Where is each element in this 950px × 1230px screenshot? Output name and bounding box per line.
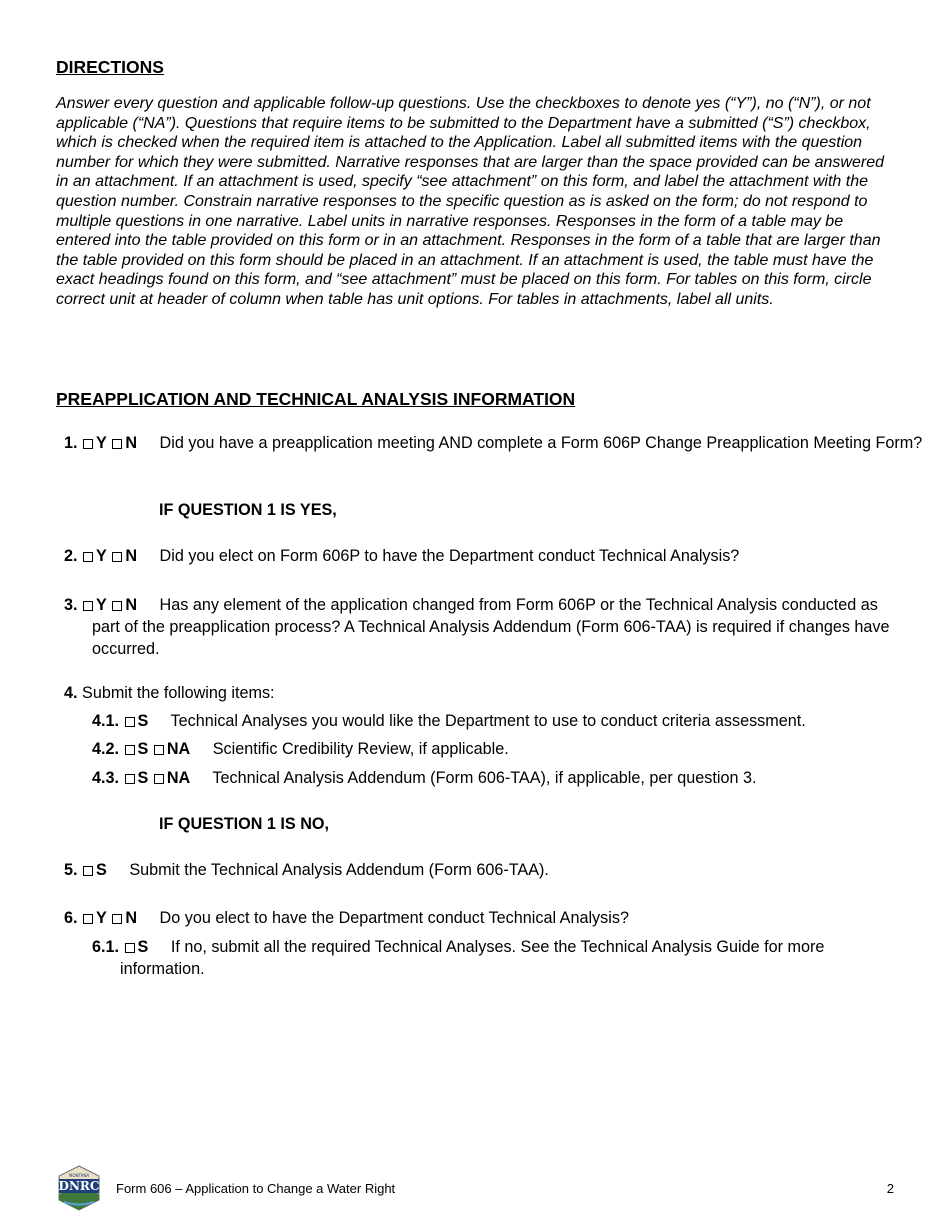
question-1: 1. Y N Did you have a preapplication meeting AND complete a Form 606P Change Preapplication Meeting Form? bbox=[64, 434, 923, 452]
q4-1-submitted-checkbox[interactable] bbox=[125, 717, 135, 727]
q4-3-na-checkbox[interactable] bbox=[154, 774, 164, 784]
condition-yes: IF QUESTION 1 IS YES, bbox=[159, 501, 337, 519]
question-4: 4. Submit the following items: bbox=[64, 684, 275, 702]
q2-no-checkbox[interactable] bbox=[112, 552, 122, 562]
q4-2-submitted-checkbox[interactable] bbox=[125, 745, 135, 755]
q4-2-na-checkbox[interactable] bbox=[154, 745, 164, 755]
section-heading: PREAPPLICATION AND TECHNICAL ANALYSIS INFORMATION bbox=[56, 389, 576, 409]
q2-yes-checkbox[interactable] bbox=[83, 552, 93, 562]
q4-3-submitted-checkbox[interactable] bbox=[125, 774, 135, 784]
question-3: 3. Y N Has any element of the application changed from Form 606P or the Technical Analysis conducted as part of the preapplication process? A Technical Analysis Addendum (Form 606-TAA) is required if changes have occurred. bbox=[64, 596, 890, 658]
question-4-3: 4.3. S NA Technical Analysis Addendum (Form 606-TAA), if applicable, per question 3. bbox=[92, 769, 757, 787]
question-6-1: 6.1. S If no, submit all the required Technical Analyses. See the Technical Analysis Guide for more information. bbox=[92, 938, 825, 978]
q5-submitted-checkbox[interactable] bbox=[83, 866, 93, 876]
dnrc-logo bbox=[56, 1165, 102, 1211]
question-4-2: 4.2. S NA Scientific Credibility Review, if applicable. bbox=[92, 740, 509, 758]
question-4-1: 4.1. S Technical Analyses you would like the Department to use to conduct criteria assessment. bbox=[92, 712, 806, 730]
question-5: 5. S Submit the Technical Analysis Addendum (Form 606-TAA). bbox=[64, 861, 549, 879]
q1-no-checkbox[interactable] bbox=[112, 439, 122, 449]
question-2: 2. Y N Did you elect on Form 606P to have the Department conduct Technical Analysis? bbox=[64, 547, 740, 565]
page-number: 2 bbox=[886, 1181, 894, 1196]
svg-text:DNRC: DNRC bbox=[58, 1179, 100, 1193]
directions-text: Answer every question and applicable follow-up questions. Use the checkboxes to denote yes (“Y”), no (“N”), or not applicable (“NA”). Questions that require items to be submitted to the Department have a submitted (“S”) checkbox, which is checked when the required item is attached to the Application. Label all submitted items with the question number for which they were submitted. Narrative responses that are larger than the space provided can be answered in an attachment. If an attachment is used, specify “see attachment” on this form, and label the attachment with the question number. Constrain narrative responses to the specific question as is asked on the form; do not respond to multiple questions in one narrative. Label units in narrative responses. Responses in the form of a table may be entered into the table provided on this form or in an attachment. Responses in the form of a table that are larger than the table provided on this form should be placed in an attachment. If an attachment is used, the table must have the exact headings found on this form, and “see attachment” must be placed on this form. For tables on this form, circle correct unit at header of column when table has unit options. For tables in attachments, label all units. bbox=[56, 95, 884, 308]
q6-no-checkbox[interactable] bbox=[112, 914, 122, 924]
svg-text:MONTANA: MONTANA bbox=[68, 1173, 90, 1178]
question-6: 6. Y N Do you elect to have the Department conduct Technical Analysis? bbox=[64, 909, 629, 927]
q3-no-checkbox[interactable] bbox=[112, 601, 122, 611]
form-title: Form 606 – Application to Change a Water Right bbox=[116, 1181, 396, 1196]
q6-yes-checkbox[interactable] bbox=[83, 914, 93, 924]
q6-1-submitted-checkbox[interactable] bbox=[125, 943, 135, 953]
condition-no: IF QUESTION 1 IS NO, bbox=[159, 815, 329, 833]
q3-yes-checkbox[interactable] bbox=[83, 601, 93, 611]
directions-heading: DIRECTIONS bbox=[56, 57, 164, 77]
q1-yes-checkbox[interactable] bbox=[83, 439, 93, 449]
footer bbox=[56, 1165, 896, 1211]
